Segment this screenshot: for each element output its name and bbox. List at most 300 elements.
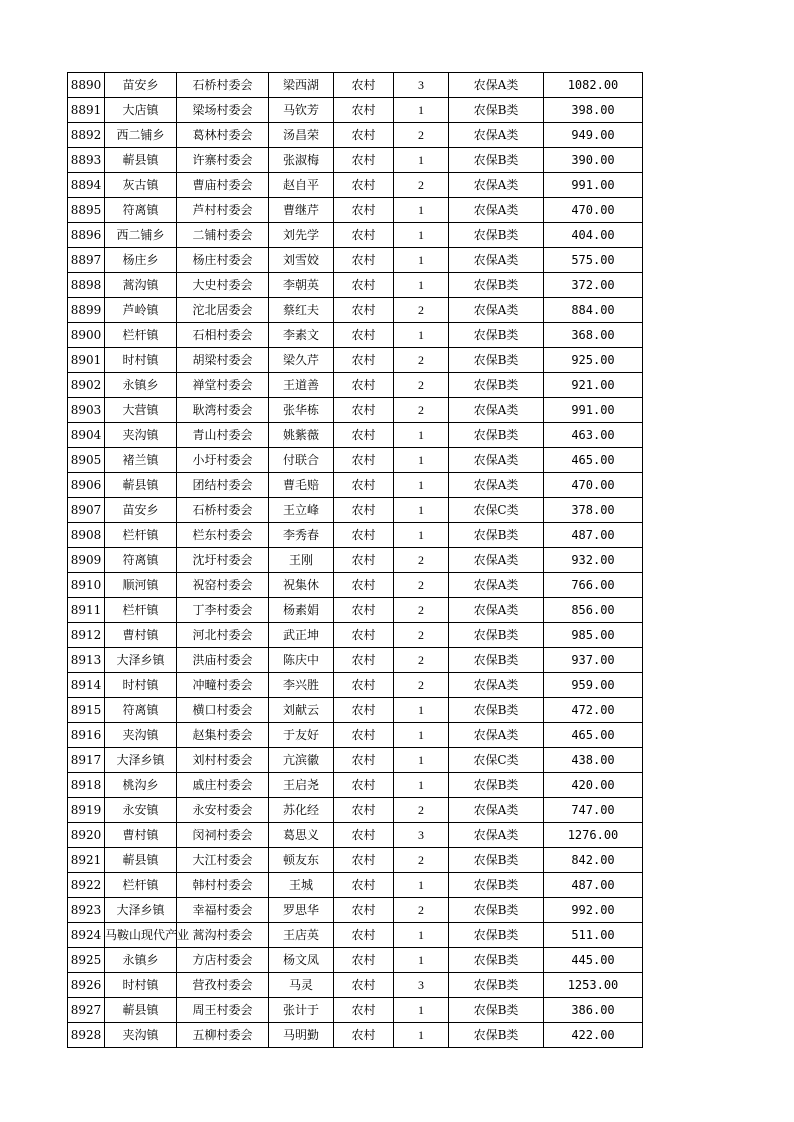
insurance-category-cell: 农保B类	[449, 848, 544, 873]
township-cell: 蒿沟镇	[105, 273, 177, 298]
household-count-cell: 3	[394, 823, 449, 848]
residence-type-cell: 农村	[334, 548, 394, 573]
serial-number-cell: 8905	[68, 448, 105, 473]
table-row	[68, 448, 643, 473]
insurance-category-cell: 农保A类	[449, 798, 544, 823]
residence-type-cell: 农村	[334, 623, 394, 648]
township-cell: 杨庄乡	[105, 248, 177, 273]
village-committee-cell: 二铺村委会	[177, 223, 269, 248]
residence-type-cell: 农村	[334, 348, 394, 373]
township-cell: 栏杆镇	[105, 598, 177, 623]
table-row	[68, 223, 643, 248]
household-count-cell: 2	[394, 623, 449, 648]
amount-cell: 438.00	[544, 748, 643, 773]
amount-cell: 949.00	[544, 123, 643, 148]
serial-number-cell: 8923	[68, 898, 105, 923]
residence-type-cell: 农村	[334, 648, 394, 673]
village-committee-cell: 五柳村委会	[177, 1023, 269, 1048]
village-committee-cell: 大江村委会	[177, 848, 269, 873]
residence-type-cell: 农村	[334, 523, 394, 548]
insurance-category-cell: 农保B类	[449, 423, 544, 448]
insurance-category-cell: 农保B类	[449, 698, 544, 723]
township-cell: 蕲县镇	[105, 998, 177, 1023]
household-count-cell: 1	[394, 223, 449, 248]
insurance-category-cell: 农保B类	[449, 873, 544, 898]
household-count-cell: 1	[394, 98, 449, 123]
insurance-category-cell: 农保A类	[449, 448, 544, 473]
township-cell: 夹沟镇	[105, 1023, 177, 1048]
township-cell: 蕲县镇	[105, 473, 177, 498]
household-count-cell: 1	[394, 248, 449, 273]
amount-cell: 1082.00	[544, 73, 643, 98]
village-committee-cell: 胡梁村委会	[177, 348, 269, 373]
residence-type-cell: 农村	[334, 273, 394, 298]
village-committee-cell: 栏东村委会	[177, 523, 269, 548]
person-name-cell: 刘雪姣	[269, 248, 334, 273]
residence-type-cell: 农村	[334, 73, 394, 98]
household-count-cell: 1	[394, 923, 449, 948]
person-name-cell: 武正坤	[269, 623, 334, 648]
serial-number-cell: 8894	[68, 173, 105, 198]
village-committee-cell: 蒿沟村委会	[177, 923, 269, 948]
township-cell: 时村镇	[105, 673, 177, 698]
village-committee-cell: 许寨村委会	[177, 148, 269, 173]
village-committee-cell: 杨庄村委会	[177, 248, 269, 273]
village-committee-cell: 沱北居委会	[177, 298, 269, 323]
village-committee-cell: 大史村委会	[177, 273, 269, 298]
serial-number-cell: 8912	[68, 623, 105, 648]
person-name-cell: 李素文	[269, 323, 334, 348]
residence-type-cell: 农村	[334, 673, 394, 698]
insurance-category-cell: 农保A类	[449, 248, 544, 273]
serial-number-cell: 8898	[68, 273, 105, 298]
amount-cell: 511.00	[544, 923, 643, 948]
serial-number-cell: 8895	[68, 198, 105, 223]
residence-type-cell: 农村	[334, 823, 394, 848]
household-count-cell: 2	[394, 548, 449, 573]
amount-cell: 575.00	[544, 248, 643, 273]
residence-type-cell: 农村	[334, 698, 394, 723]
table-row	[68, 673, 643, 698]
residence-type-cell: 农村	[334, 373, 394, 398]
insurance-category-cell: 农保A类	[449, 123, 544, 148]
serial-number-cell: 8927	[68, 998, 105, 1023]
person-name-cell: 蔡红夫	[269, 298, 334, 323]
person-name-cell: 张淑梅	[269, 148, 334, 173]
township-cell: 芦岭镇	[105, 298, 177, 323]
insurance-category-cell: 农保A类	[449, 673, 544, 698]
table-row	[68, 798, 643, 823]
residence-type-cell: 农村	[334, 248, 394, 273]
person-name-cell: 杨文凤	[269, 948, 334, 973]
village-committee-cell: 洪庙村委会	[177, 648, 269, 673]
person-name-cell: 李秀春	[269, 523, 334, 548]
person-name-cell: 王道善	[269, 373, 334, 398]
township-cell: 栏杆镇	[105, 323, 177, 348]
amount-cell: 420.00	[544, 773, 643, 798]
table-row	[68, 173, 643, 198]
serial-number-cell: 8911	[68, 598, 105, 623]
table-row	[68, 848, 643, 873]
insurance-category-cell: 农保B类	[449, 148, 544, 173]
household-count-cell: 1	[394, 873, 449, 898]
insurance-category-cell: 农保B类	[449, 348, 544, 373]
township-cell: 曹村镇	[105, 623, 177, 648]
table-row	[68, 398, 643, 423]
table-row	[68, 423, 643, 448]
amount-cell: 470.00	[544, 198, 643, 223]
serial-number-cell: 8918	[68, 773, 105, 798]
residence-type-cell: 农村	[334, 748, 394, 773]
household-count-cell: 2	[394, 573, 449, 598]
residence-type-cell: 农村	[334, 173, 394, 198]
residence-type-cell: 农村	[334, 598, 394, 623]
serial-number-cell: 8913	[68, 648, 105, 673]
amount-cell: 937.00	[544, 648, 643, 673]
person-name-cell: 王刚	[269, 548, 334, 573]
residence-type-cell: 农村	[334, 448, 394, 473]
township-cell: 大泽乡镇	[105, 648, 177, 673]
household-count-cell: 1	[394, 473, 449, 498]
insurance-category-cell: 农保A类	[449, 473, 544, 498]
household-count-cell: 2	[394, 848, 449, 873]
table-row	[68, 548, 643, 573]
amount-cell: 856.00	[544, 598, 643, 623]
serial-number-cell: 8924	[68, 923, 105, 948]
table-row	[68, 273, 643, 298]
person-name-cell: 王启尧	[269, 773, 334, 798]
serial-number-cell: 8904	[68, 423, 105, 448]
amount-cell: 992.00	[544, 898, 643, 923]
person-name-cell: 陈庆中	[269, 648, 334, 673]
amount-cell: 472.00	[544, 698, 643, 723]
table-row	[68, 748, 643, 773]
township-cell: 蕲县镇	[105, 848, 177, 873]
insurance-category-cell: 农保B类	[449, 948, 544, 973]
residence-type-cell: 农村	[334, 498, 394, 523]
serial-number-cell: 8891	[68, 98, 105, 123]
serial-number-cell: 8928	[68, 1023, 105, 1048]
person-name-cell: 曹毛赔	[269, 473, 334, 498]
residence-type-cell: 农村	[334, 423, 394, 448]
person-name-cell: 于友好	[269, 723, 334, 748]
serial-number-cell: 8908	[68, 523, 105, 548]
serial-number-cell: 8890	[68, 73, 105, 98]
household-count-cell: 3	[394, 973, 449, 998]
person-name-cell: 刘献云	[269, 698, 334, 723]
township-cell: 大泽乡镇	[105, 748, 177, 773]
serial-number-cell: 8910	[68, 573, 105, 598]
table-row	[68, 698, 643, 723]
table-row	[68, 523, 643, 548]
township-cell: 西二铺乡	[105, 123, 177, 148]
household-count-cell: 1	[394, 948, 449, 973]
village-committee-cell: 幸福村委会	[177, 898, 269, 923]
serial-number-cell: 8896	[68, 223, 105, 248]
serial-number-cell: 8902	[68, 373, 105, 398]
residence-type-cell: 农村	[334, 923, 394, 948]
residence-type-cell: 农村	[334, 473, 394, 498]
insurance-category-cell: 农保A类	[449, 173, 544, 198]
residence-type-cell: 农村	[334, 98, 394, 123]
amount-cell: 465.00	[544, 723, 643, 748]
amount-cell: 884.00	[544, 298, 643, 323]
township-cell: 夹沟镇	[105, 723, 177, 748]
person-name-cell: 李朝英	[269, 273, 334, 298]
township-cell: 桃沟乡	[105, 773, 177, 798]
person-name-cell: 苏化经	[269, 798, 334, 823]
household-count-cell: 1	[394, 148, 449, 173]
amount-cell: 445.00	[544, 948, 643, 973]
table-row	[68, 148, 643, 173]
serial-number-cell: 8897	[68, 248, 105, 273]
household-count-cell: 1	[394, 723, 449, 748]
table-row	[68, 98, 643, 123]
person-name-cell: 李兴胜	[269, 673, 334, 698]
table-row	[68, 648, 643, 673]
insurance-category-cell: 农保A类	[449, 548, 544, 573]
insurance-category-cell: 农保A类	[449, 598, 544, 623]
household-count-cell: 2	[394, 348, 449, 373]
village-committee-cell: 方店村委会	[177, 948, 269, 973]
household-count-cell: 1	[394, 498, 449, 523]
insurance-category-cell: 农保B类	[449, 648, 544, 673]
amount-cell: 487.00	[544, 523, 643, 548]
township-cell: 大泽乡镇	[105, 898, 177, 923]
township-cell: 曹村镇	[105, 823, 177, 848]
serial-number-cell: 8914	[68, 673, 105, 698]
residence-type-cell: 农村	[334, 298, 394, 323]
person-name-cell: 王城	[269, 873, 334, 898]
amount-cell: 991.00	[544, 173, 643, 198]
person-name-cell: 王立峰	[269, 498, 334, 523]
serial-number-cell: 8892	[68, 123, 105, 148]
table-row	[68, 723, 643, 748]
township-cell: 顺河镇	[105, 573, 177, 598]
table-row	[68, 598, 643, 623]
household-count-cell: 1	[394, 448, 449, 473]
serial-number-cell: 8922	[68, 873, 105, 898]
amount-cell: 463.00	[544, 423, 643, 448]
village-committee-cell: 曹庙村委会	[177, 173, 269, 198]
village-committee-cell: 耿湾村委会	[177, 398, 269, 423]
amount-cell: 925.00	[544, 348, 643, 373]
residence-type-cell: 农村	[334, 998, 394, 1023]
village-committee-cell: 横口村委会	[177, 698, 269, 723]
township-cell: 褚兰镇	[105, 448, 177, 473]
table-row	[68, 198, 643, 223]
person-name-cell: 曹继芹	[269, 198, 334, 223]
household-count-cell: 1	[394, 998, 449, 1023]
person-name-cell: 罗思华	[269, 898, 334, 923]
household-count-cell: 2	[394, 598, 449, 623]
household-count-cell: 1	[394, 273, 449, 298]
village-committee-cell: 刘村村委会	[177, 748, 269, 773]
amount-cell: 932.00	[544, 548, 643, 573]
village-committee-cell: 小圩村委会	[177, 448, 269, 473]
village-committee-cell: 石相村委会	[177, 323, 269, 348]
person-name-cell: 付联合	[269, 448, 334, 473]
township-cell: 夹沟镇	[105, 423, 177, 448]
household-count-cell: 1	[394, 748, 449, 773]
insurance-category-cell: 农保B类	[449, 523, 544, 548]
serial-number-cell: 8917	[68, 748, 105, 773]
table-row	[68, 323, 643, 348]
table-row	[68, 973, 643, 998]
residence-type-cell: 农村	[334, 723, 394, 748]
township-cell: 蕲县镇	[105, 148, 177, 173]
household-count-cell: 1	[394, 1023, 449, 1048]
residence-type-cell: 农村	[334, 873, 394, 898]
residence-type-cell: 农村	[334, 148, 394, 173]
amount-cell: 404.00	[544, 223, 643, 248]
residence-type-cell: 农村	[334, 773, 394, 798]
person-name-cell: 王店英	[269, 923, 334, 948]
table-row	[68, 573, 643, 598]
household-count-cell: 1	[394, 198, 449, 223]
insurance-category-cell: 农保B类	[449, 223, 544, 248]
insurance-category-cell: 农保B类	[449, 973, 544, 998]
residence-type-cell: 农村	[334, 223, 394, 248]
person-name-cell: 马钦芳	[269, 98, 334, 123]
amount-cell: 372.00	[544, 273, 643, 298]
residence-type-cell: 农村	[334, 123, 394, 148]
village-committee-cell: 周王村委会	[177, 998, 269, 1023]
village-committee-cell: 丁李村委会	[177, 598, 269, 623]
township-cell: 苗安乡	[105, 498, 177, 523]
village-committee-cell: 戚庄村委会	[177, 773, 269, 798]
township-cell: 时村镇	[105, 973, 177, 998]
serial-number-cell: 8907	[68, 498, 105, 523]
township-cell: 永镇乡	[105, 948, 177, 973]
person-name-cell: 刘先学	[269, 223, 334, 248]
township-cell: 栏杆镇	[105, 873, 177, 898]
amount-cell: 1276.00	[544, 823, 643, 848]
household-count-cell: 1	[394, 698, 449, 723]
amount-cell: 386.00	[544, 998, 643, 1023]
amount-cell: 921.00	[544, 373, 643, 398]
township-cell: 符离镇	[105, 698, 177, 723]
village-committee-cell: 闵祠村委会	[177, 823, 269, 848]
table-row	[68, 923, 643, 948]
township-cell: 符离镇	[105, 548, 177, 573]
residence-type-cell: 农村	[334, 898, 394, 923]
person-name-cell: 姚紫薇	[269, 423, 334, 448]
person-name-cell: 赵自平	[269, 173, 334, 198]
insurance-category-cell: 农保B类	[449, 273, 544, 298]
table-row	[68, 498, 643, 523]
person-name-cell: 张计于	[269, 998, 334, 1023]
household-count-cell: 1	[394, 323, 449, 348]
village-committee-cell: 石桥村委会	[177, 498, 269, 523]
village-committee-cell: 禅堂村委会	[177, 373, 269, 398]
township-cell: 西二铺乡	[105, 223, 177, 248]
table-row	[68, 348, 643, 373]
residence-type-cell: 农村	[334, 198, 394, 223]
residence-type-cell: 农村	[334, 848, 394, 873]
person-name-cell: 马明勤	[269, 1023, 334, 1048]
serial-number-cell: 8901	[68, 348, 105, 373]
serial-number-cell: 8921	[68, 848, 105, 873]
table-row	[68, 373, 643, 398]
village-committee-cell: 河北村委会	[177, 623, 269, 648]
household-count-cell: 3	[394, 73, 449, 98]
household-count-cell: 1	[394, 423, 449, 448]
amount-cell: 487.00	[544, 873, 643, 898]
serial-number-cell: 8925	[68, 948, 105, 973]
person-name-cell: 汤昌荣	[269, 123, 334, 148]
village-committee-cell: 梁场村委会	[177, 98, 269, 123]
insurance-category-cell: 农保B类	[449, 623, 544, 648]
serial-number-cell: 8926	[68, 973, 105, 998]
table-row	[68, 248, 643, 273]
table-row	[68, 873, 643, 898]
insurance-category-cell: 农保B类	[449, 998, 544, 1023]
amount-cell: 985.00	[544, 623, 643, 648]
household-count-cell: 2	[394, 648, 449, 673]
table-row	[68, 623, 643, 648]
table-row	[68, 298, 643, 323]
village-committee-cell: 永安村委会	[177, 798, 269, 823]
serial-number-cell: 8900	[68, 323, 105, 348]
person-name-cell: 张华栋	[269, 398, 334, 423]
table-row	[68, 998, 643, 1023]
relief-roster-table	[67, 72, 643, 1048]
village-committee-cell: 芦村村委会	[177, 198, 269, 223]
amount-cell: 991.00	[544, 398, 643, 423]
township-cell: 马鞍山现代产业	[105, 923, 177, 948]
household-count-cell: 1	[394, 773, 449, 798]
amount-cell: 398.00	[544, 98, 643, 123]
amount-cell: 842.00	[544, 848, 643, 873]
table-row	[68, 73, 643, 98]
township-cell: 苗安乡	[105, 73, 177, 98]
serial-number-cell: 8909	[68, 548, 105, 573]
residence-type-cell: 农村	[334, 323, 394, 348]
residence-type-cell: 农村	[334, 948, 394, 973]
person-name-cell: 杨素娟	[269, 598, 334, 623]
table-row	[68, 123, 643, 148]
amount-cell: 1253.00	[544, 973, 643, 998]
insurance-category-cell: 农保A类	[449, 198, 544, 223]
township-cell: 永安镇	[105, 798, 177, 823]
person-name-cell: 马灵	[269, 973, 334, 998]
amount-cell: 470.00	[544, 473, 643, 498]
table-row	[68, 1023, 643, 1048]
household-count-cell: 2	[394, 173, 449, 198]
household-count-cell: 2	[394, 123, 449, 148]
household-count-cell: 2	[394, 898, 449, 923]
village-committee-cell: 赵集村委会	[177, 723, 269, 748]
amount-cell: 368.00	[544, 323, 643, 348]
township-cell: 时村镇	[105, 348, 177, 373]
village-committee-cell: 团结村委会	[177, 473, 269, 498]
household-count-cell: 1	[394, 523, 449, 548]
serial-number-cell: 8919	[68, 798, 105, 823]
table-row	[68, 823, 643, 848]
insurance-category-cell: 农保B类	[449, 923, 544, 948]
residence-type-cell: 农村	[334, 1023, 394, 1048]
table-row	[68, 948, 643, 973]
insurance-category-cell: 农保B类	[449, 373, 544, 398]
serial-number-cell: 8906	[68, 473, 105, 498]
insurance-category-cell: 农保A类	[449, 573, 544, 598]
insurance-category-cell: 农保B类	[449, 773, 544, 798]
insurance-category-cell: 农保A类	[449, 398, 544, 423]
amount-cell: 390.00	[544, 148, 643, 173]
household-count-cell: 2	[394, 798, 449, 823]
serial-number-cell: 8899	[68, 298, 105, 323]
